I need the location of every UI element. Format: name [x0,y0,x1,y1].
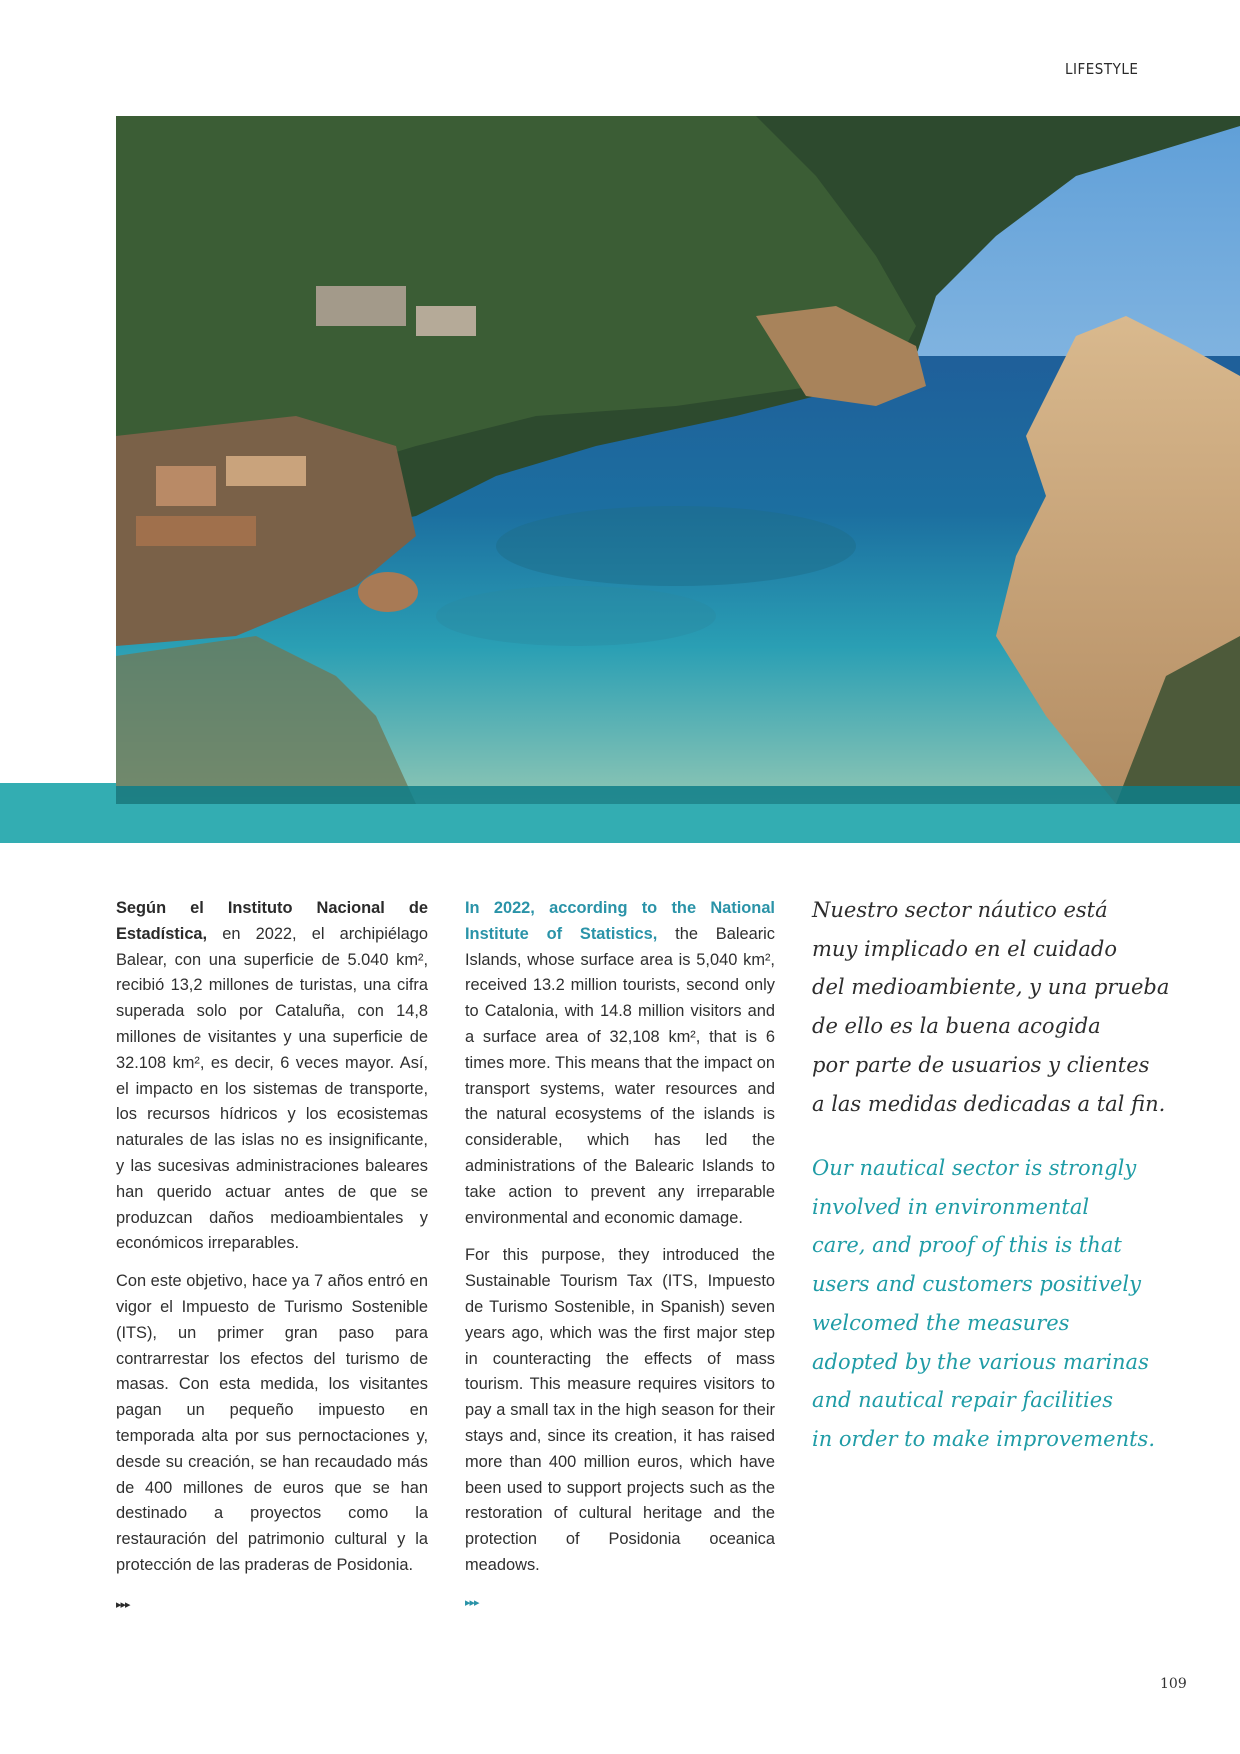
english-article-column [465,896,775,1617]
english-paragraph-1 [465,896,775,1231]
quote-line: por parte de usuarios y clientes [812,1052,1150,1077]
cove-photo [116,116,1240,804]
english-paragraph-2: For this purpose, they introduced the Sustainable Tourism Tax (ITS, Impuesto de Turismo Sostenible, in Spanish) seven years ago, which was the first major step in counteracting the effects of mass tourism. This measure requires visitors to pay a small tax in the high season for their stays and, since its creation, it has raised more than 400 million euros, which have been used to support projects such as the restoration of cultural heritage and the protection of Posidonia oceanica meadows. [465,1246,775,1574]
spanish-paragraph-2: Con este objetivo, hace ya 7 años entró en vigor el Impuesto de Turismo Sostenible (ITS), un primer gran paso para contrarrestar los efectos del turismo de masas. Con esta medida, los visitantes pagan un pequeño impuesto en temporada alta por sus pernoctaciones y, desde su creación, se han recaudado más de 400 millones de euros que se han destinado a proyectos como la restauración del patrimonio cultural y la protección de las praderas de Posidonia. [116,1272,428,1574]
continue-arrows-icon: ▸▸▸ [465,1596,479,1609]
spanish-paragraph-1-body: en 2022, el archipiélago Balear, con una superficie de 5.040 km², recibió 13,2 millones de turistas, una cifra superada solo por Cataluña, con 14,8 millones de visitantes y una superficie de 32.108 km², es decir, 6 veces mayor. Así, el impacto en los sistemas de transporte, los recursos hídricos y los ecosistemas naturales de las islas no es insignificante, y las sucesivas administraciones baleares han querido actuar antes de que se produzcan daños medioambientales y económicos irreparables. [116,924,428,1253]
spanish-article-column [116,896,428,1619]
quote-line: in order to make improvements. [812,1426,1156,1451]
pull-quote-spanish [812,891,1170,1123]
quote-line: Our nautical sector is strongly [812,1156,1137,1180]
pull-quote-english [812,1149,1156,1459]
quote-line: a las medidas dedicadas a tal fin. [812,1091,1166,1116]
quote-line: muy implicado en el cuidado [812,936,1118,961]
page-number: 109 [1160,1676,1187,1692]
quote-line: involved in environmental [812,1194,1090,1219]
section-label: LIFESTYLE [1065,60,1139,78]
quote-line: adopted by the various marinas [812,1349,1149,1374]
english-lead-source: In 2022, according to the National Institute of Statistics, [465,899,775,943]
quote-line: users and customers positively [812,1272,1141,1297]
quote-line: de ello es la buena acogida [812,1014,1101,1039]
quote-line: welcomed the measures [812,1310,1070,1335]
continue-arrows-icon: ▸▸▸ [116,1598,130,1611]
spanish-lead-source: Según el Instituto Nacional de Estadística, [116,899,428,943]
quote-line: del medioambiente, y una prueba [812,975,1170,1000]
quote-line: and nautical repair facilities [812,1388,1113,1413]
english-paragraph-1-body: the Balearic Islands, whose surface area is 5,040 km², received 13.2 million tourists, second only to Catalonia, with 14.8 million visitors and a surface area of 32,108 km², that is 6 times more. This means that the impact on transport systems, water resources and the natural ecosystems of the islands is considerable, which has led the administrations of the Balearic Islands to take action to prevent any irreparable environmental and economic damage. [465,924,776,1227]
quote-line: Nuestro sector náutico está [812,898,1108,922]
spanish-paragraph-1 [116,896,428,1257]
cove-illustration [116,116,1240,804]
quote-line: care, and proof of this is that [812,1233,1122,1258]
